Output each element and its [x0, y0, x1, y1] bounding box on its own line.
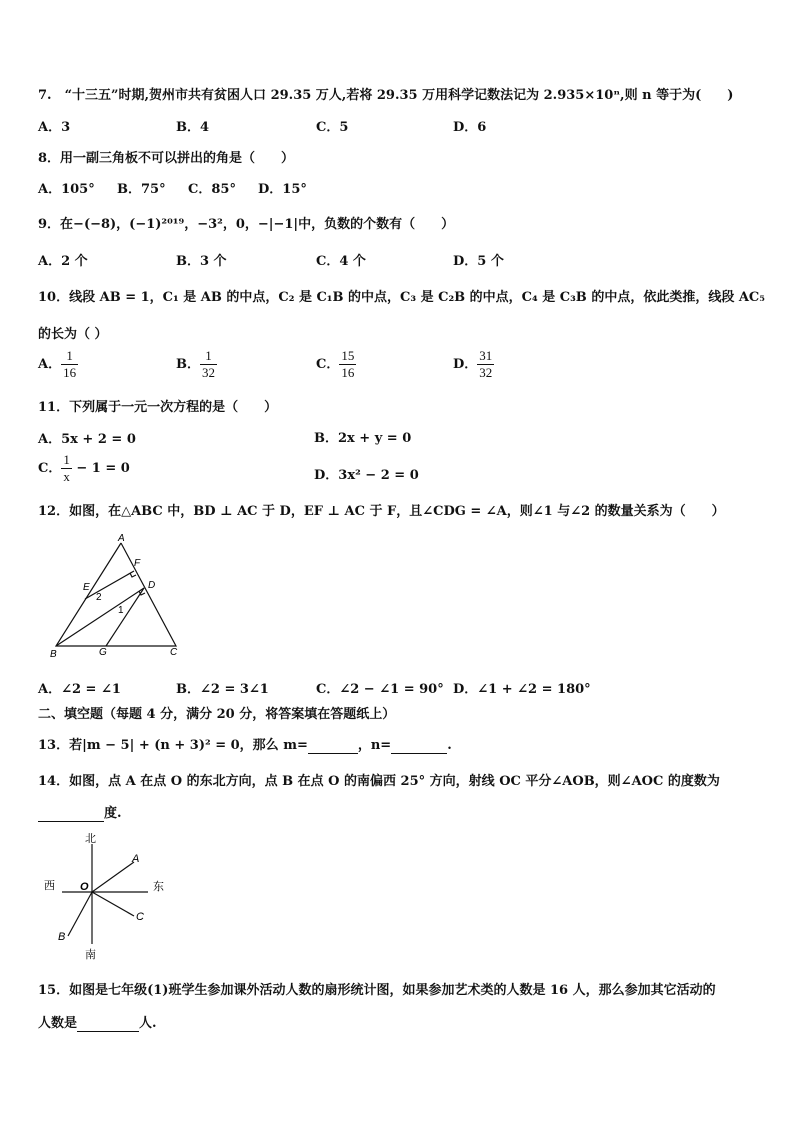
- compass-figure: [40, 832, 175, 960]
- label-ray-b: B: [58, 931, 66, 943]
- ray-oa: [92, 862, 134, 892]
- label-o: O: [80, 881, 89, 893]
- segment-ef: [85, 571, 134, 599]
- q12-option-b: B．∠2 = 3∠1: [176, 682, 269, 697]
- label-c: C: [170, 647, 178, 657]
- question-15-text: 15．如图是七年级(1)班学生参加课外活动人数的扇形统计图，如果参加艺术类的人数是 16 人，那么参加其它活动的: [38, 983, 716, 998]
- q11-option-b: B．2x + y = 0: [314, 431, 412, 446]
- ray-ob: [68, 892, 92, 936]
- answer-blank-angle[interactable]: [38, 806, 104, 822]
- label-g: G: [99, 647, 107, 657]
- q12-option-d: D．∠1 + ∠2 = 180°: [453, 682, 591, 697]
- q8-option-b: B．75°: [117, 182, 166, 197]
- answer-blank-count[interactable]: [77, 1016, 139, 1032]
- label-ray-c: C: [136, 911, 144, 923]
- q10-option-c: C． $\frac{15}{16}$: [316, 348, 355, 380]
- question-11-text: 11．下列属于一元一次方程的是（ ）: [38, 400, 278, 415]
- section-heading-fill-in: 二、填空题（每题 4 分，满分 20 分，将答案填在答题纸上）: [38, 707, 396, 722]
- q10-option-b: B． $\frac{1}{32}$: [176, 348, 215, 380]
- q10-option-d: D． $\frac{31}{32}$: [453, 348, 493, 380]
- q8-option-a: A．105°: [38, 182, 95, 197]
- label-ray-a: A: [132, 853, 140, 865]
- q9-option-a: A．2 个: [38, 254, 88, 269]
- q7-option-a: A．3: [38, 120, 71, 135]
- label-north: 北: [85, 833, 96, 845]
- q9-option-c: C．4 个: [316, 254, 366, 269]
- label-d: D: [148, 580, 156, 591]
- label-angle-1: 1: [118, 605, 124, 616]
- question-7-text: 7. “十三五”时期,贺州市共有贫困人口 29.35 万人,若将 29.35 万用科学记数法记为 2.935×10ⁿ,则 n 等于为( ): [38, 88, 734, 103]
- question-10-text: 10．线段 AB = 1，C₁ 是 AB 的中点，C₂ 是 C₁B 的中点，C₃ 是 C₂B 的中点，C₄ 是 C₃B 的中点，依此类推，线段 AC₅: [38, 290, 765, 305]
- question-14-text-cont: 度.: [38, 802, 122, 822]
- label-angle-2: 2: [96, 592, 102, 603]
- q8-option-c: C．85°: [188, 182, 236, 197]
- question-8-text: 8．用一副三角板不可以拼出的角是（ ）: [38, 151, 295, 166]
- ray-oc: [92, 892, 134, 916]
- q9-option-d: D．5 个: [453, 254, 504, 269]
- label-b: B: [50, 649, 57, 657]
- q11-option-a: A．5x + 2 = 0: [38, 432, 136, 447]
- label-south: 南: [85, 949, 96, 960]
- q11-option-c: C． $\frac{1}{x}$ − 1 = 0: [38, 452, 130, 484]
- question-15-text-cont: 人数是 人.: [38, 1016, 157, 1031]
- question-10-text-cont: 的长为（ ）: [38, 327, 108, 342]
- right-angle-f: [130, 573, 136, 577]
- q9-option-b: B．3 个: [176, 254, 227, 269]
- label-f: F: [134, 558, 141, 569]
- q7-option-b: B．4: [176, 120, 210, 135]
- segment-dg: [106, 588, 144, 646]
- label-a: A: [118, 533, 125, 544]
- answer-blank-m[interactable]: [308, 738, 358, 754]
- label-east: 东: [153, 881, 164, 893]
- answer-blank-n[interactable]: [391, 738, 447, 754]
- q8-option-d: D．15°: [258, 182, 307, 197]
- q11-option-d: D．3x² − 2 = 0: [314, 468, 419, 483]
- question-12-text: 12．如图，在△ABC 中，BD ⊥ AC 于 D，EF ⊥ AC 于 F，且∠CDG = ∠A，则∠1 与∠2 的数量关系为（ ）: [38, 504, 725, 519]
- question-9-text: 9．在−(−8)，(−1)²⁰¹⁹，−3²，0，−|−1|中，负数的个数有（ ）: [38, 217, 455, 232]
- label-e: E: [83, 582, 90, 593]
- triangle-figure: [46, 533, 186, 657]
- q12-option-c: C．∠2 − ∠1 = 90°: [316, 682, 444, 697]
- q7-option-c: C．5: [316, 120, 349, 135]
- q12-option-a: A．∠2 = ∠1: [38, 682, 121, 697]
- label-west: 西: [44, 880, 55, 892]
- question-14-text: 14．如图，点 A 在点 O 的东北方向，点 B 在点 O 的南偏西 25° 方向，射线 OC 平分∠AOB，则∠AOC 的度数为: [38, 774, 720, 789]
- q10-option-a: A． $\frac{1}{16}$: [38, 348, 77, 380]
- question-13-text: 13．若|m − 5| + (n + 3)² = 0，那么 m= ，n= .: [38, 738, 452, 753]
- q7-option-d: D．6: [453, 120, 487, 135]
